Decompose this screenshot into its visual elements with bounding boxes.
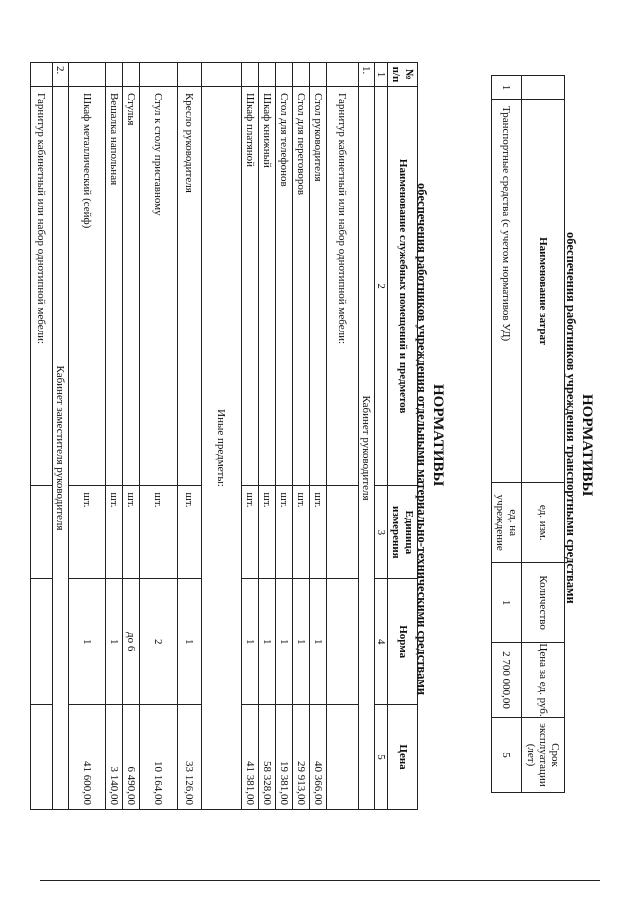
item-norm: 1 bbox=[242, 579, 259, 705]
item-norm: 2 bbox=[140, 579, 178, 705]
item-name: Кресло руководителя bbox=[178, 86, 202, 485]
page-edge-rule bbox=[40, 880, 600, 881]
item-unit: шт. bbox=[310, 486, 327, 579]
material-subtitle: обеспечения работников учреждения отдельными материально-техническими средствами bbox=[415, 183, 429, 696]
material-header-num: № п/п bbox=[388, 63, 418, 87]
column-number: 2 bbox=[375, 86, 388, 485]
table-row bbox=[276, 63, 293, 810]
transport-header-qty: Количество bbox=[522, 563, 565, 643]
table-row bbox=[123, 63, 140, 810]
item-norm: 1 bbox=[293, 579, 310, 705]
item-norm: 1 bbox=[69, 579, 106, 705]
other-items-label: Иные предметы: bbox=[202, 86, 242, 809]
transport-row-price: 2 700 000,00 bbox=[492, 643, 522, 718]
column-number: 4 bbox=[375, 579, 388, 705]
item-name: Вешалка напольная bbox=[106, 86, 123, 485]
transport-header-term: Срок эксплуатации (лет) bbox=[522, 717, 565, 792]
table-row bbox=[293, 63, 310, 810]
item-price: 10 164,00 bbox=[140, 705, 178, 810]
table-row bbox=[69, 63, 106, 810]
table-row bbox=[106, 63, 123, 810]
table-row bbox=[259, 63, 276, 810]
material-header-norm: Норма bbox=[388, 579, 418, 705]
table-row bbox=[178, 63, 202, 810]
item-name: Стол для переговоров bbox=[293, 86, 310, 485]
item-name: Шкаф платяной bbox=[242, 86, 259, 485]
column-number: 1 bbox=[375, 63, 388, 87]
transport-row-unit: ед. на учреждение bbox=[492, 483, 522, 563]
material-title: НОРМАТИВЫ bbox=[430, 384, 446, 487]
material-header-name: Наименование служебных помещений и предметов bbox=[388, 86, 418, 485]
item-price: 40 366,00 bbox=[310, 705, 327, 810]
transport-row-term: 5 bbox=[492, 717, 522, 792]
item-norm: 1 bbox=[259, 579, 276, 705]
section-number: 1. bbox=[359, 63, 375, 87]
item-name: Шкаф металлический (сейф) bbox=[69, 86, 106, 485]
item-unit: шт. bbox=[293, 486, 310, 579]
item-unit: шт. bbox=[178, 486, 202, 579]
transport-row-num: 1 bbox=[492, 76, 522, 100]
item-unit: шт. bbox=[242, 486, 259, 579]
table-row bbox=[242, 63, 259, 810]
item-price: 29 913,00 bbox=[293, 705, 310, 810]
item-norm: до 6 bbox=[123, 579, 140, 705]
section-title: Кабинет заместителя руководителя bbox=[53, 86, 69, 809]
transport-header-price: Цена за ед. руб. bbox=[522, 643, 565, 718]
table-row bbox=[140, 63, 178, 810]
item-norm: 1 bbox=[276, 579, 293, 705]
material-header-unit: Единица измерения bbox=[388, 486, 418, 579]
transport-header-unit: ед. изм. bbox=[522, 483, 565, 563]
item-price: 58 328,00 bbox=[259, 705, 276, 810]
set-label: Гарнитур кабинетный или набор однотипной мебели: bbox=[31, 86, 53, 485]
item-unit: шт. bbox=[69, 486, 106, 579]
item-unit: шт. bbox=[140, 486, 178, 579]
section-number: 2. bbox=[53, 63, 69, 87]
item-unit: шт. bbox=[259, 486, 276, 579]
item-name: Стулья bbox=[123, 86, 140, 485]
item-name: Шкаф книжный bbox=[259, 86, 276, 485]
item-price: 41 600,00 bbox=[69, 705, 106, 810]
transport-title: НОРМАТИВЫ bbox=[579, 394, 595, 497]
column-number: 5 bbox=[375, 705, 388, 810]
item-norm: 1 bbox=[178, 579, 202, 705]
item-name: Стул к столу приставному bbox=[140, 86, 178, 485]
material-table bbox=[30, 62, 418, 810]
item-price: 6 490,00 bbox=[123, 705, 140, 810]
item-unit: шт. bbox=[123, 486, 140, 579]
item-price: 19 381,00 bbox=[276, 705, 293, 810]
item-unit: шт. bbox=[106, 486, 123, 579]
item-price: 3 140,00 bbox=[106, 705, 123, 810]
item-price: 41 381,00 bbox=[242, 705, 259, 810]
item-norm: 1 bbox=[310, 579, 327, 705]
transport-row-name: Транспортные средства (с учетом нормативов УД) bbox=[492, 99, 522, 482]
column-number: 3 bbox=[375, 486, 388, 579]
transport-subtitle: обеспечения работников учреждения транспортными средствами bbox=[564, 232, 578, 604]
transport-table bbox=[491, 75, 565, 793]
transport-row-qty: 1 bbox=[492, 563, 522, 643]
item-price: 33 126,00 bbox=[178, 705, 202, 810]
item-norm: 1 bbox=[106, 579, 123, 705]
material-header-price: Цена bbox=[388, 705, 418, 810]
set-label: Гарнитур кабинетный или набор однотипной мебели: bbox=[327, 86, 359, 485]
item-name: Стол для телефонов bbox=[276, 86, 293, 485]
item-unit: шт. bbox=[276, 486, 293, 579]
table-row bbox=[310, 63, 327, 810]
section-title: Кабинет руководителя bbox=[359, 86, 375, 809]
transport-header-name: Наименование затрат bbox=[522, 99, 565, 482]
item-name: Стол руководителя bbox=[310, 86, 327, 485]
